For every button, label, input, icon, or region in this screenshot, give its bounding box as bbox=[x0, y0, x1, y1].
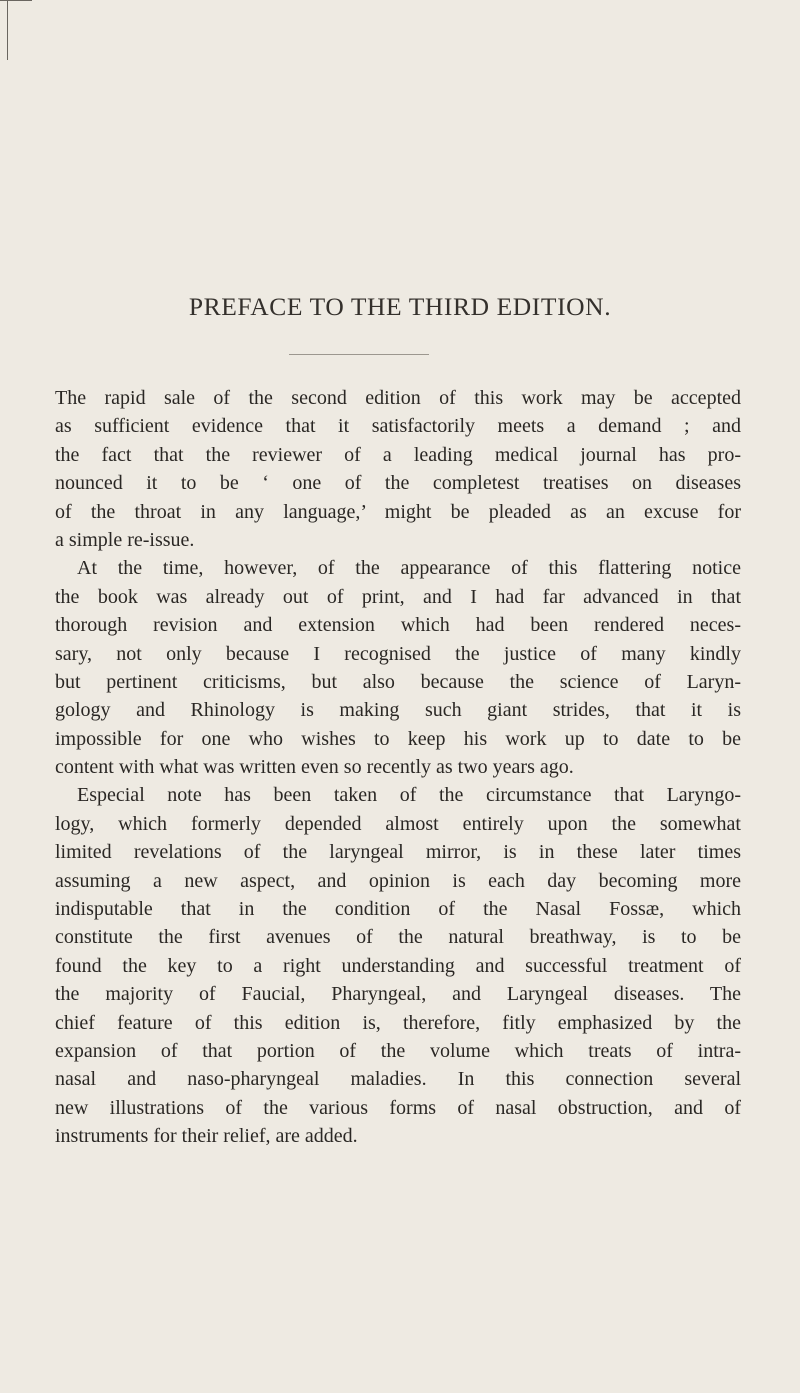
page-corner-mark-vertical bbox=[7, 0, 8, 60]
text-line: as sufficient evidence that it satisfactorily meets a demand ; and bbox=[55, 415, 741, 438]
page-title: PREFACE TO THE THIRD EDITION. bbox=[188, 292, 612, 321]
text-line: content with what was written even so recently as two years ago. bbox=[55, 756, 574, 779]
text-line: found the key to a right understanding and successful treatment of bbox=[55, 954, 741, 977]
text-line: sary, not only because I recognised the justice of many kindly bbox=[55, 642, 741, 665]
preface-body bbox=[55, 384, 741, 1151]
text-line: constitute the first avenues of the natural breathway, is to be bbox=[55, 926, 741, 949]
text-line: a simple re-issue. bbox=[55, 528, 195, 551]
text-line: nasal and naso-pharyngeal maladies. In this connection several bbox=[55, 1068, 741, 1091]
text-line: the majority of Faucial, Pharyngeal, and Laryngeal diseases. The bbox=[55, 983, 741, 1006]
page-corner-mark-horizontal bbox=[0, 0, 32, 1]
text-line: gology and Rhinology is making such giant strides, that it is bbox=[55, 699, 741, 722]
text-line: chief feature of this edition is, therefore, fitly emphasized by the bbox=[55, 1011, 741, 1034]
text-line: nounced it to be ‘ one of the completest treatises on diseases bbox=[55, 472, 741, 495]
text-line: Especial note has been taken of the circumstance that Laryngo- bbox=[77, 784, 741, 807]
text-line: indisputable that in the condition of the Nasal Fossæ, which bbox=[55, 898, 741, 921]
text-line: new illustrations of the various forms of nasal obstruction, and of bbox=[55, 1096, 741, 1119]
text-line: assuming a new aspect, and opinion is each day becoming more bbox=[55, 869, 741, 892]
text-line: impossible for one who wishes to keep his work up to date to be bbox=[55, 727, 741, 750]
text-line: expansion of that portion of the volume which treats of intra- bbox=[55, 1039, 741, 1062]
text-line: At the time, however, of the appearance of this flattering notice bbox=[77, 557, 741, 580]
text-line: The rapid sale of the second edition of this work may be accepted bbox=[55, 387, 741, 409]
text-line: thorough revision and extension which had been rendered neces- bbox=[55, 614, 741, 637]
text-line: the book was already out of print, and I had far advanced in that bbox=[55, 585, 741, 608]
text-line: instruments for their relief, are added. bbox=[55, 1125, 358, 1148]
text-line: of the throat in any language,’ might be pleaded as an excuse for bbox=[55, 500, 741, 523]
text-line: but pertinent criticisms, but also because the science of Laryn- bbox=[55, 670, 741, 693]
title-rule bbox=[289, 354, 429, 355]
text-line: the fact that the reviewer of a leading medical journal has pro- bbox=[55, 443, 741, 466]
text-line: logy, which formerly depended almost entirely upon the somewhat bbox=[55, 812, 741, 835]
text-line: limited revelations of the laryngeal mirror, is in these later times bbox=[55, 841, 741, 864]
